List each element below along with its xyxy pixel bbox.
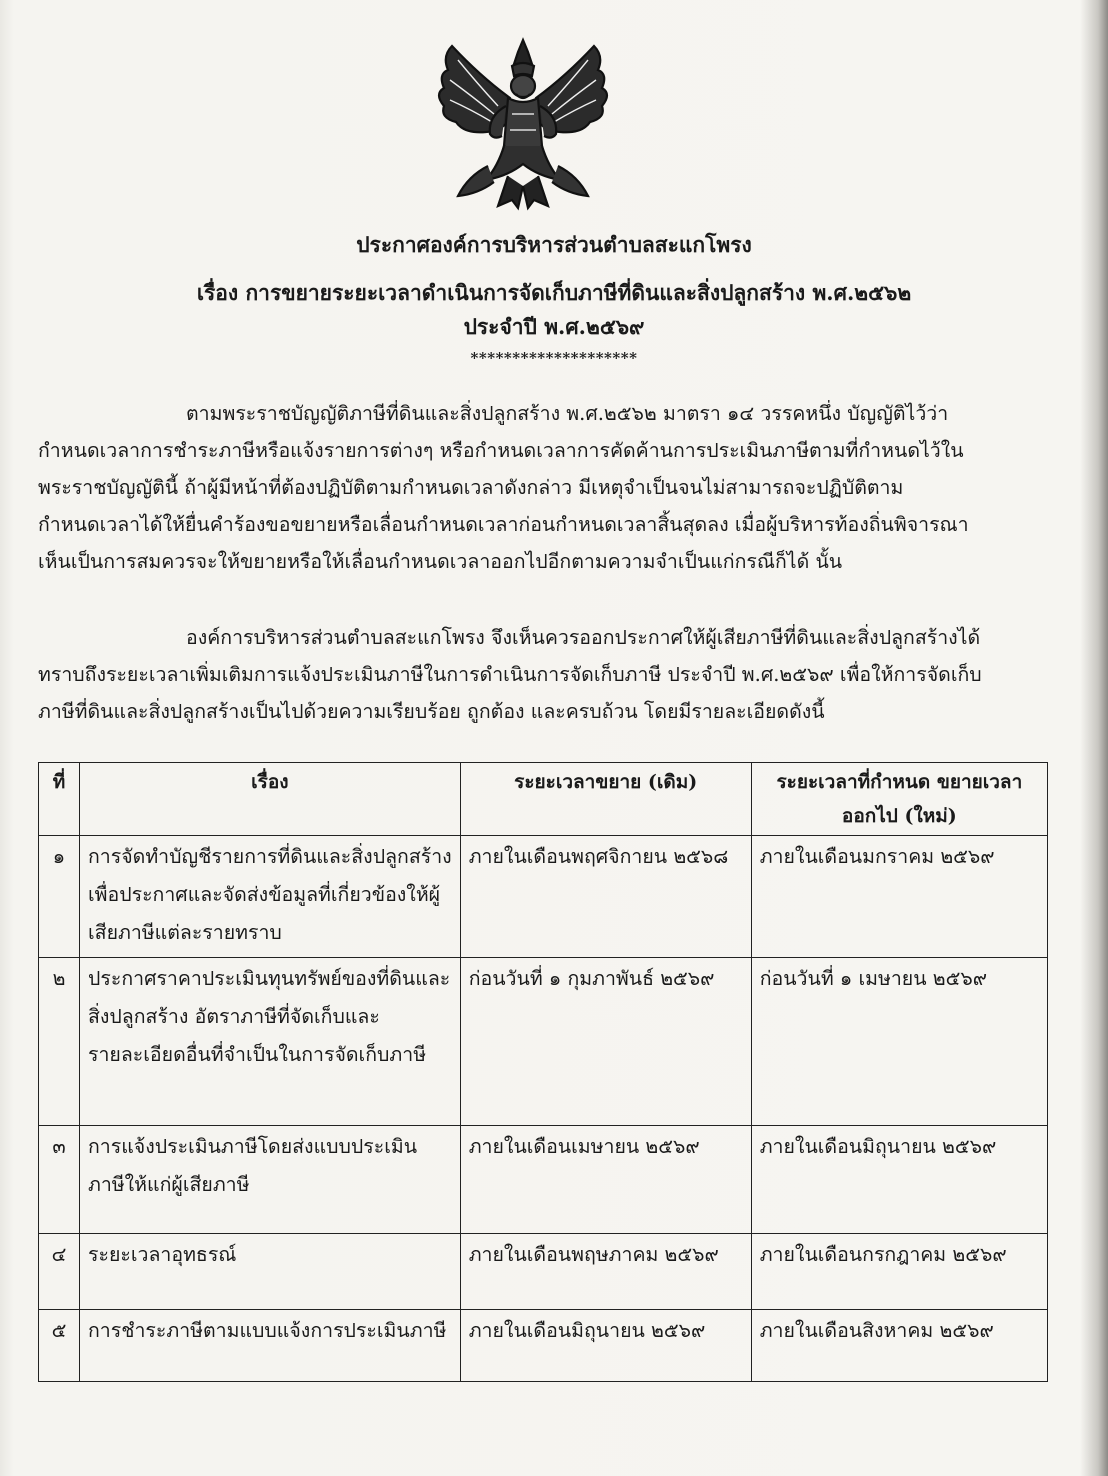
garuda-emblem-icon	[428, 36, 618, 212]
divider-stars: ********************	[470, 349, 638, 367]
paragraph-line: กำหนดเวลาได้ให้ยื่นคำร้องขอขยายหรือเลื่อนกำหนดเวลาก่อนกำหนดเวลาสิ้นสุดลง เมื่อผู้บริหารท้องถิ่นพิจารณา	[38, 513, 969, 536]
row-old-period: ภายในเดือนพฤศจิกายน ๒๕๖๘	[460, 836, 751, 958]
header-topic: เรื่อง	[80, 763, 461, 836]
document-title: ประกาศองค์การบริหารส่วนตำบลสะแกโพรง	[356, 232, 752, 257]
row-number: ๒	[39, 958, 80, 1126]
topic-line: ภาษีให้แก่ผู้เสียภาษี	[88, 1173, 250, 1196]
row-old-period: ภายในเดือนเมษายน ๒๕๖๙	[460, 1126, 751, 1234]
row-topic	[80, 1234, 461, 1310]
header-new-line: ขยายเวลาออกไป (ใหม่)	[841, 771, 1023, 827]
row-new-period: ภายในเดือนกรกฎาคม ๒๕๖๙	[751, 1234, 1047, 1310]
row-number: ๔	[39, 1234, 80, 1310]
topic-line: เพื่อประกาศและจัดส่งข้อมูลที่เกี่ยวข้องให้ผู้	[88, 883, 441, 906]
row-old-period: ภายในเดือนมิถุนายน ๒๕๖๙	[460, 1310, 751, 1382]
header-old-period	[460, 763, 751, 836]
header-old-line: ระยะเวลาขยาย	[514, 771, 642, 793]
paragraph-line: ทราบถึงระยะเวลาเพิ่มเติมการแจ้งประเมินภาษีในการดำเนินการจัดเก็บภาษี ประจำปี พ.ศ.๒๕๖๙ เพื่อให้การจัดเก็บ	[38, 663, 982, 686]
topic-line: การชำระภาษีตามแบบแจ้งการประเมินภาษี	[88, 1319, 447, 1342]
table-header-row	[39, 763, 1048, 836]
topic-line: สิ่งปลูกสร้าง อัตราภาษีที่จัดเก็บและ	[88, 1005, 380, 1028]
paragraph-line: ตามพระราชบัญญัติภาษีที่ดินและสิ่งปลูกสร้าง พ.ศ.๒๕๖๒ มาตรา ๑๔ วรรคหนึ่ง บัญญัติไว้ว่า	[186, 402, 949, 425]
row-number: ๕	[39, 1310, 80, 1382]
row-topic	[80, 1126, 461, 1234]
row-new-period: ก่อนวันที่ ๑ เมษายน ๒๕๖๙	[751, 958, 1047, 1126]
topic-line: การแจ้งประเมินภาษีโดยส่งแบบประเมิน	[88, 1135, 418, 1158]
row-new-period: ภายในเดือนมกราคม ๒๕๖๙	[751, 836, 1047, 958]
paragraph-announcement	[38, 619, 1058, 730]
row-topic	[80, 836, 461, 958]
topic-line: รายละเอียดอื่นที่จำเป็นในการจัดเก็บภาษี	[88, 1043, 427, 1066]
topic-line: ระยะเวลาอุทธรณ์	[88, 1243, 237, 1266]
row-new-period: ภายในเดือนมิถุนายน ๒๕๖๙	[751, 1126, 1047, 1234]
topic-line: ประกาศราคาประเมินทุนทรัพย์ของที่ดินและ	[88, 967, 451, 990]
header-old-line: (เดิม)	[647, 771, 698, 793]
schedule-table	[38, 762, 1048, 1382]
table-row	[39, 958, 1048, 1126]
row-old-period: ภายในเดือนพฤษภาคม ๒๕๖๙	[460, 1234, 751, 1310]
table-row	[39, 1234, 1048, 1310]
row-number: ๑	[39, 836, 80, 958]
header-new-period	[751, 763, 1047, 836]
document-subject: เรื่อง การขยายระยะเวลาดำเนินการจัดเก็บภาษีที่ดินและสิ่งปลูกสร้าง พ.ศ.๒๕๖๒	[196, 280, 912, 305]
header-no: ที่	[39, 763, 80, 836]
header-new-line: ระยะเวลาที่กำหนด	[776, 771, 931, 793]
paragraph-line: กำหนดเวลาการชำระภาษีหรือแจ้งรายการต่างๆ หรือกำหนดเวลาการคัดค้านการประเมินภาษีตามที่กำหนดไว้ใน	[38, 439, 964, 462]
table-row	[39, 1126, 1048, 1234]
paragraph-line: พระราชบัญญัตินี้ ถ้าผู้มีหน้าที่ต้องปฏิบัติตามกำหนดเวลาดังกล่าว มีเหตุจำเป็นจนไม่สามารถจะปฏิบัติตาม	[38, 476, 904, 499]
row-number: ๓	[39, 1126, 80, 1234]
topic-line: เสียภาษีแต่ละรายทราบ	[88, 921, 282, 944]
row-new-period: ภายในเดือนสิงหาคม ๒๕๖๙	[751, 1310, 1047, 1382]
document-period: ประจำปี พ.ศ.๒๕๖๙	[463, 314, 645, 339]
row-topic	[80, 958, 461, 1126]
table-row	[39, 1310, 1048, 1382]
paragraph-line: ภาษีที่ดินและสิ่งปลูกสร้างเป็นไปด้วยความเรียบร้อย ถูกต้อง และครบถ้วน โดยมีรายละเอียดดังนี้	[38, 700, 825, 723]
row-old-period: ก่อนวันที่ ๑ กุมภาพันธ์ ๒๕๖๙	[460, 958, 751, 1126]
topic-line: การจัดทำบัญชีรายการที่ดินและสิ่งปลูกสร้าง	[88, 845, 452, 868]
row-topic	[80, 1310, 461, 1382]
paragraph-line: เห็นเป็นการสมควรจะให้ขยายหรือให้เลื่อนกำหนดเวลาออกไปอีกตามความจำเป็นแก่กรณีก็ได้ นั้น	[38, 550, 843, 573]
paragraph-legal-basis	[38, 395, 1058, 580]
table-row	[39, 836, 1048, 958]
paragraph-line: องค์การบริหารส่วนตำบลสะแกโพรง จึงเห็นควรออกประกาศให้ผู้เสียภาษีที่ดินและสิ่งปลูกสร้างได้	[186, 626, 981, 649]
